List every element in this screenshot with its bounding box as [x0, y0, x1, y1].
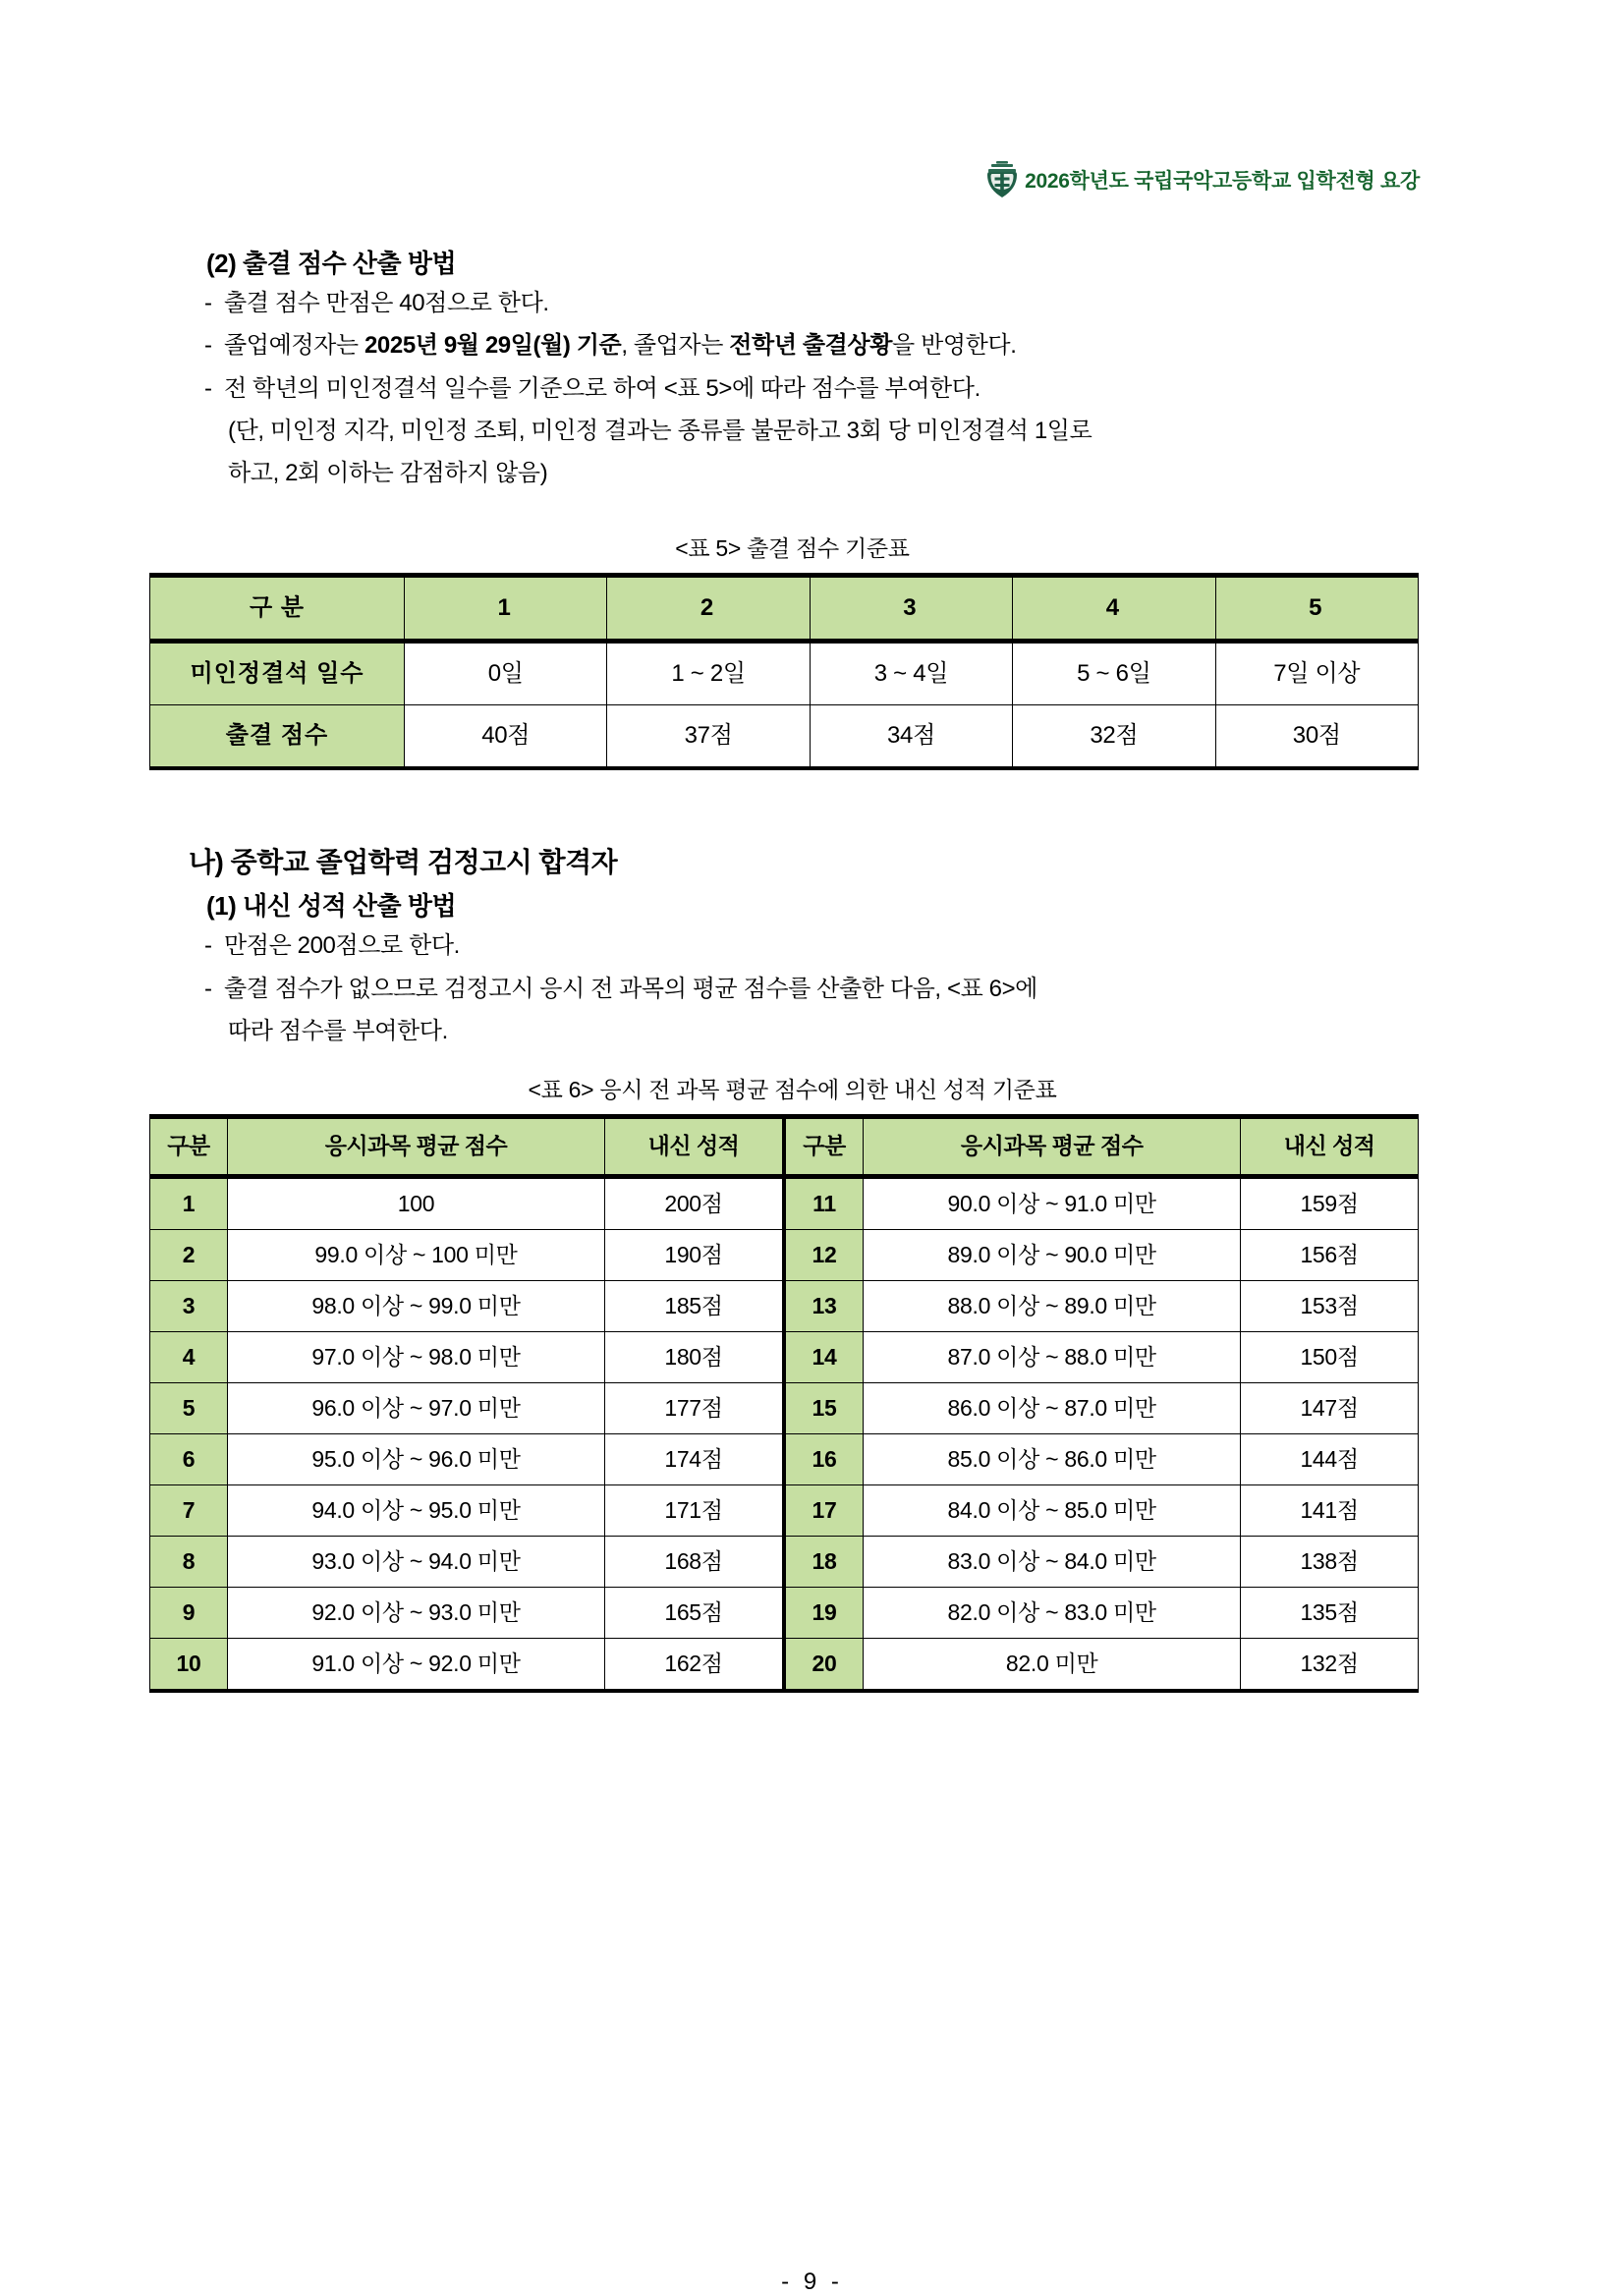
bullet-text-bold-date: 2025년 9월 29일(월) 기준	[364, 332, 622, 360]
bullet-text: 출결 점수가 없으므로 검정고시 응시 전 과목의 평균 점수를 산출한 다음, <표 6>에	[224, 975, 1037, 1002]
table5-cell: 7일 이상	[1215, 642, 1418, 705]
table6-score-left: 185점	[605, 1280, 784, 1331]
table6-caption: <표 6> 응시 전 과목 평균 점수에 의한 내신 성적 기준표	[528, 1076, 1057, 1102]
table6-index-right: 15	[784, 1382, 864, 1433]
bullet-text: 출결 점수 만점은 40점으로 한다.	[224, 290, 549, 316]
table6-header-division-left: 구분	[150, 1116, 228, 1176]
table6-score-right: 132점	[1241, 1638, 1419, 1691]
table6-index-left: 4	[150, 1331, 228, 1382]
table5-header-col-2: 2	[607, 576, 810, 642]
bullet-ged-average-rule-continued: 따라 점수를 부여한다.	[228, 1018, 448, 1045]
table5-row-label-absence-days: 미인정결석 일수	[150, 642, 405, 705]
bullet-text-pre: 졸업예정자는	[224, 332, 364, 360]
table6-score-right: 150점	[1241, 1331, 1419, 1382]
section-heading-ged-passer: 나) 중학교 졸업학력 검정고시 합격자	[189, 847, 618, 878]
table6-score-right: 156점	[1241, 1229, 1419, 1280]
table5-cell: 1 ~ 2일	[607, 642, 810, 705]
table6-score-right: 141점	[1241, 1484, 1419, 1536]
table-row	[150, 1229, 1419, 1280]
table6-range-right: 82.0 미만	[864, 1638, 1241, 1691]
bullet-text: 전 학년의 미인정결석 일수를 기준으로 하여 <표 5>에 따라 점수를 부여한다.	[224, 374, 980, 402]
table-row	[150, 1176, 1419, 1229]
table6-index-right: 18	[784, 1536, 864, 1587]
bullet-text-mid: , 졸업자는	[621, 332, 730, 360]
table5-caption: <표 5> 출결 점수 기준표	[675, 535, 910, 562]
table5-cell: 32점	[1013, 705, 1215, 769]
table-row	[150, 642, 1419, 705]
table6-index-left: 3	[150, 1280, 228, 1331]
bullet-dash: -	[204, 932, 212, 960]
bullet-dash: -	[204, 374, 212, 402]
table6-index-right: 20	[784, 1638, 864, 1691]
table6-index-right: 12	[784, 1229, 864, 1280]
table6-score-left: 177점	[605, 1382, 784, 1433]
table6-range-left: 100	[227, 1176, 604, 1229]
table6-range-left: 98.0 이상 ~ 99.0 미만	[227, 1280, 604, 1331]
table-header-row	[150, 1116, 1419, 1176]
table6-header-division-right: 구분	[784, 1116, 864, 1176]
table6-range-right: 82.0 이상 ~ 83.0 미만	[864, 1587, 1241, 1638]
table5-header-col-3: 3	[810, 576, 1012, 642]
bullet-text: 만점은 200점으로 한다.	[224, 932, 460, 960]
page-footer	[0, 2268, 1624, 2296]
page-number: - 9 -	[781, 2268, 843, 2295]
table5-header-col-5: 5	[1215, 576, 1418, 642]
table6-score-left: 180점	[605, 1331, 784, 1382]
bullet-attendance-max	[204, 286, 1477, 321]
table6-score-right: 144점	[1241, 1433, 1419, 1484]
table6-score-left: 168점	[605, 1536, 784, 1587]
table-row	[150, 1638, 1419, 1691]
table6-range-right: 86.0 이상 ~ 87.0 미만	[864, 1382, 1241, 1433]
table6-body	[150, 1176, 1419, 1691]
bullet-dash: -	[204, 975, 212, 1002]
table6-index-left: 7	[150, 1484, 228, 1536]
table6-score-right: 138점	[1241, 1536, 1419, 1587]
table5-cell: 5 ~ 6일	[1013, 642, 1215, 705]
table-row	[150, 705, 1419, 769]
table5-header-col-1: 1	[405, 576, 607, 642]
table6-score-left: 200점	[605, 1176, 784, 1229]
table6-score-right: 147점	[1241, 1382, 1419, 1433]
table5-cell: 40점	[405, 705, 607, 769]
table-row	[150, 1536, 1419, 1587]
table6-score-left: 165점	[605, 1587, 784, 1638]
table-row	[150, 1587, 1419, 1638]
table6-range-right: 88.0 이상 ~ 89.0 미만	[864, 1280, 1241, 1331]
table5-cell: 0일	[405, 642, 607, 705]
table6-range-right: 90.0 이상 ~ 91.0 미만	[864, 1176, 1241, 1229]
table6-range-right: 89.0 이상 ~ 90.0 미만	[864, 1229, 1241, 1280]
section-heading-attendance-score: (2) 출결 점수 산출 방법	[206, 249, 457, 278]
table6-score-left: 162점	[605, 1638, 784, 1691]
table5-cell: 3 ~ 4일	[810, 642, 1012, 705]
table6-index-right: 17	[784, 1484, 864, 1536]
table6-range-right: 83.0 이상 ~ 84.0 미만	[864, 1536, 1241, 1587]
table6-index-left: 8	[150, 1536, 228, 1587]
table5-cell: 37점	[607, 705, 810, 769]
table6-score-right: 135점	[1241, 1587, 1419, 1638]
note-line-1: (단, 미인정 지각, 미인정 조퇴, 미인정 결과는 종류를 불문하고 3회 당 미인정결석 1일로	[228, 418, 1092, 445]
table6-score-right: 153점	[1241, 1280, 1419, 1331]
table6-header-score-right: 내신 성적	[1241, 1116, 1419, 1176]
table5-header-division: 구 분	[150, 576, 405, 642]
table6-header-score-left: 내신 성적	[605, 1116, 784, 1176]
table6-index-right: 19	[784, 1587, 864, 1638]
table5-cell: 30점	[1215, 705, 1418, 769]
note-line-2: 하고, 2회 이하는 감점하지 않음)	[228, 459, 548, 486]
bullet-graduation-basis	[204, 328, 1477, 364]
table-row	[150, 1484, 1419, 1536]
table6-index-left: 2	[150, 1229, 228, 1280]
document-header-title: 2026학년도 국립국악고등학교 입학전형 요강	[1025, 170, 1420, 193]
table6-range-left: 97.0 이상 ~ 98.0 미만	[227, 1331, 604, 1382]
document-running-header	[985, 160, 1420, 199]
bullet-text-post: 을 반영한다.	[892, 332, 1017, 360]
table6-index-left: 1	[150, 1176, 228, 1229]
table6-score-right: 159점	[1241, 1176, 1419, 1229]
table6-range-left: 93.0 이상 ~ 94.0 미만	[227, 1536, 604, 1587]
table6-index-left: 9	[150, 1587, 228, 1638]
bullet-ged-average-rule	[204, 972, 1477, 1007]
table6-range-left: 91.0 이상 ~ 92.0 미만	[227, 1638, 604, 1691]
table-row	[150, 1382, 1419, 1433]
table-row	[150, 1280, 1419, 1331]
table6-index-right: 14	[784, 1331, 864, 1382]
table6-score-left: 171점	[605, 1484, 784, 1536]
table6-header-average-right: 응시과목 평균 점수	[864, 1116, 1241, 1176]
table6-range-left: 92.0 이상 ~ 93.0 미만	[227, 1587, 604, 1638]
table6-score-left: 174점	[605, 1433, 784, 1484]
bullet-dash: -	[204, 332, 212, 360]
section-heading-internal-score-method: (1) 내신 성적 산출 방법	[206, 891, 457, 922]
table6-header-average-left: 응시과목 평균 점수	[227, 1116, 604, 1176]
attendance-score-table	[149, 573, 1419, 770]
table6-index-right: 11	[784, 1176, 864, 1229]
table6-range-right: 85.0 이상 ~ 86.0 미만	[864, 1433, 1241, 1484]
table6-index-right: 16	[784, 1433, 864, 1484]
table5-header-col-4: 4	[1013, 576, 1215, 642]
bullet-text-bold-prior-year: 전학년 출결상황	[729, 332, 893, 360]
school-crest-icon	[985, 160, 1019, 199]
table6-index-left: 10	[150, 1638, 228, 1691]
table6-range-left: 96.0 이상 ~ 97.0 미만	[227, 1382, 604, 1433]
table6-index-left: 5	[150, 1382, 228, 1433]
table6-range-left: 99.0 이상 ~ 100 미만	[227, 1229, 604, 1280]
table6-range-left: 95.0 이상 ~ 96.0 미만	[227, 1433, 604, 1484]
bullet-unexcused-absence-rule	[204, 371, 1477, 407]
bullet-ged-max-score	[204, 928, 1477, 964]
table-row	[150, 1331, 1419, 1382]
table6-range-left: 94.0 이상 ~ 95.0 미만	[227, 1484, 604, 1536]
table6-range-right: 87.0 이상 ~ 88.0 미만	[864, 1331, 1241, 1382]
table6-index-left: 6	[150, 1433, 228, 1484]
table6-range-right: 84.0 이상 ~ 85.0 미만	[864, 1484, 1241, 1536]
document-body	[147, 244, 1477, 1693]
table6-score-left: 190점	[605, 1229, 784, 1280]
table-header-row	[150, 576, 1419, 642]
table5-cell: 34점	[810, 705, 1012, 769]
ged-average-to-internal-score-table	[149, 1114, 1419, 1693]
table-row	[150, 1433, 1419, 1484]
table5-row-label-attendance-score: 출결 점수	[150, 705, 405, 769]
bullet-dash: -	[204, 290, 212, 316]
table6-index-right: 13	[784, 1280, 864, 1331]
